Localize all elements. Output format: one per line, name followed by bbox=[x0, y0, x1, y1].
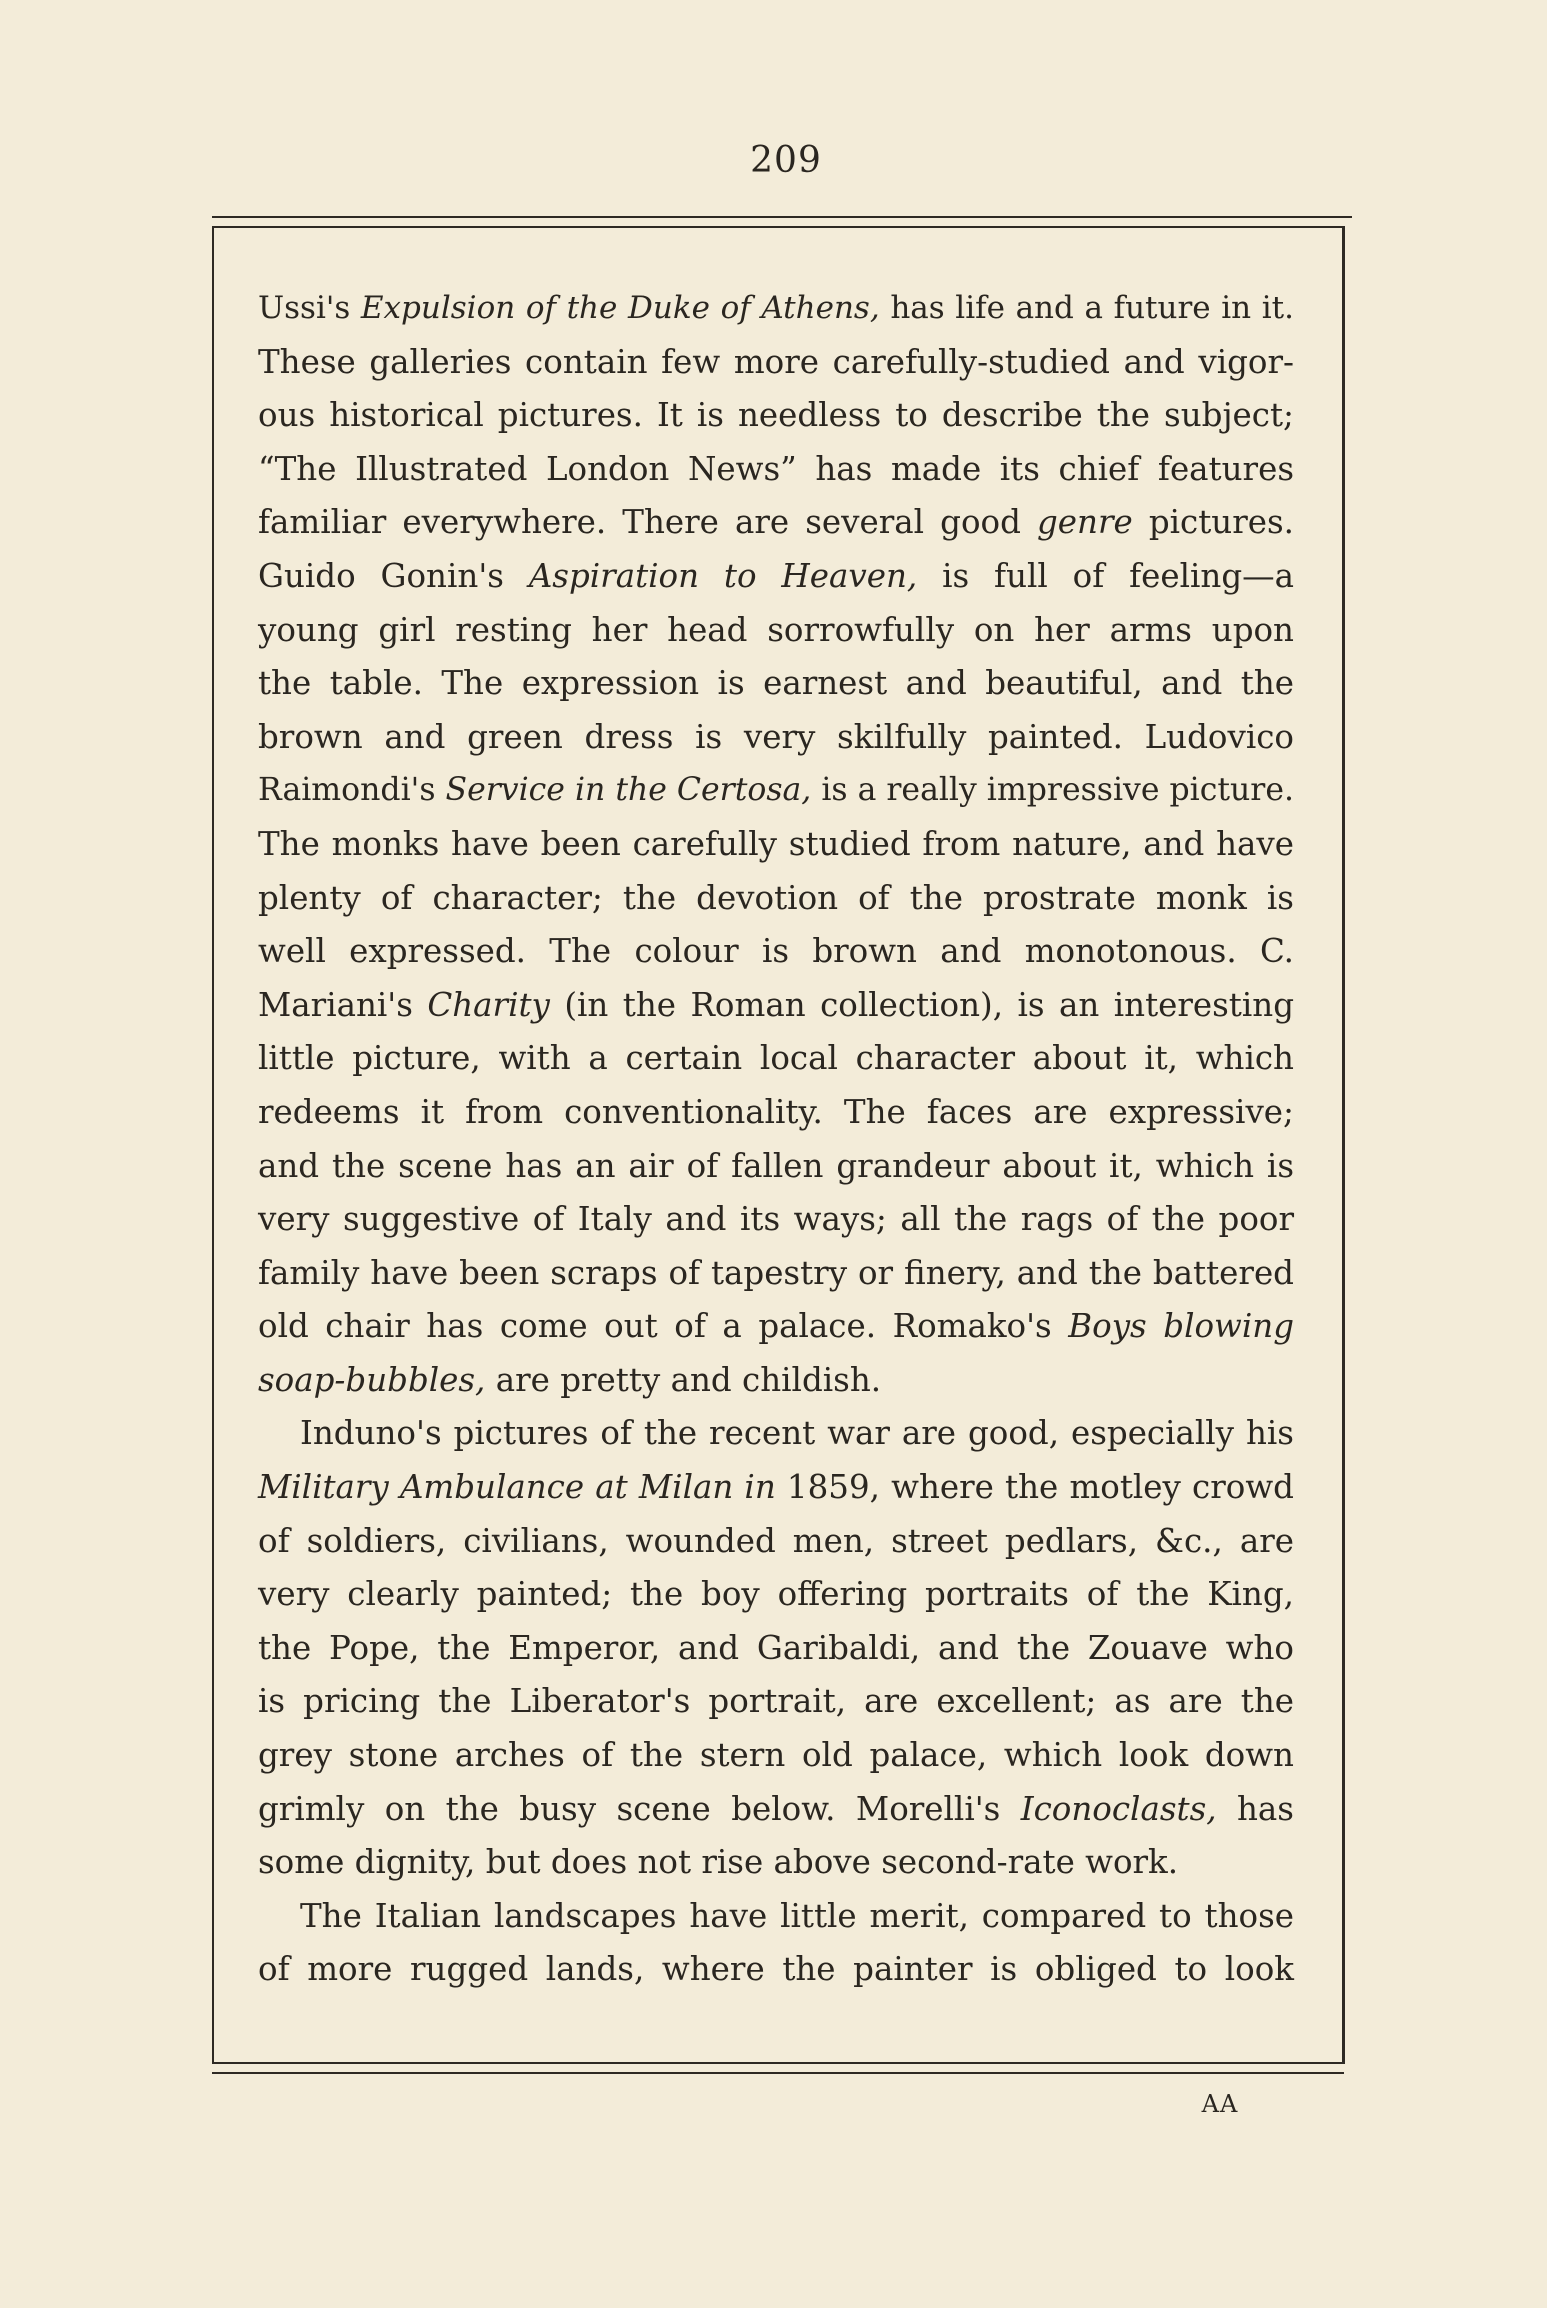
text-segment: is full of feeling—a bbox=[917, 556, 1295, 595]
text-line bbox=[258, 282, 1294, 336]
text-line bbox=[258, 1729, 1294, 1783]
text-segment: some dignity, but does not rise above second-rate work. bbox=[258, 1843, 1179, 1882]
text-line bbox=[258, 604, 1294, 658]
text-line bbox=[258, 979, 1294, 1033]
text-line bbox=[258, 1140, 1294, 1194]
text-segment: brown and green dress is very skilfully painted. Ludovico bbox=[258, 717, 1294, 756]
italic-title: Military Ambulance at Milan in bbox=[258, 1468, 776, 1507]
text-segment: Induno's pictures of the recent war are good, especially his bbox=[300, 1414, 1294, 1453]
text-segment: Mariani's bbox=[258, 985, 428, 1024]
text-line bbox=[258, 872, 1294, 926]
text-line bbox=[258, 1300, 1294, 1354]
text-segment: very clearly painted; the boy offering portraits of the King, bbox=[258, 1575, 1294, 1614]
text-line bbox=[258, 1675, 1294, 1729]
text-segment: (in the Roman collection), is an interesting bbox=[549, 985, 1294, 1024]
italic-title: soap-bubbles, bbox=[258, 1360, 486, 1399]
text-line bbox=[258, 336, 1294, 390]
text-segment: the table. The expression is earnest and beautiful, and the bbox=[258, 664, 1294, 703]
text-segment: old chair has come out of a palace. Romako's bbox=[258, 1307, 1069, 1346]
text-segment: the Pope, the Emperor, and Garibaldi, and the Zouave who bbox=[258, 1628, 1294, 1667]
text-segment: grey stone arches of the stern old palace, which look down bbox=[258, 1736, 1294, 1775]
text-segment: of more rugged lands, where the painter is obliged to look bbox=[258, 1950, 1294, 1989]
text-segment: “The Illustrated London News” has made its chief features bbox=[258, 449, 1294, 488]
text-segment: Ussi's bbox=[258, 290, 361, 326]
text-segment: are pretty and childish. bbox=[485, 1360, 882, 1399]
italic-title: Expulsion of the Duke of Athens, bbox=[360, 290, 880, 326]
text-line bbox=[258, 496, 1294, 550]
text-line bbox=[258, 1783, 1294, 1837]
text-line bbox=[258, 1193, 1294, 1247]
text-line bbox=[258, 1890, 1294, 1944]
text-line bbox=[258, 1247, 1294, 1301]
text-segment: has life and a future in it. bbox=[879, 290, 1294, 326]
text-segment: ous historical pictures. It is needless to describe the subject; bbox=[258, 396, 1294, 435]
text-segment: The Italian landscapes have little merit, compared to those bbox=[300, 1896, 1294, 1935]
text-line bbox=[258, 1407, 1294, 1461]
text-segment: little picture, with a certain local character about it, which bbox=[258, 1039, 1294, 1078]
text-segment: 1859, where the motley crowd bbox=[775, 1468, 1294, 1507]
text-segment: pictures. bbox=[1132, 503, 1294, 542]
text-segment: and the scene has an air of fallen grandeur about it, which is bbox=[258, 1146, 1294, 1185]
text-line bbox=[258, 764, 1294, 818]
italic-title: Iconoclasts, bbox=[1020, 1789, 1217, 1828]
text-line bbox=[258, 818, 1294, 872]
text-segment: plenty of character; the devotion of the prostrate monk is bbox=[258, 878, 1294, 917]
italic-title: Charity bbox=[427, 985, 550, 1024]
text-line bbox=[258, 657, 1294, 711]
text-segment: young girl resting her head sorrowfully on her arms upon bbox=[258, 610, 1294, 649]
text-line bbox=[258, 1515, 1294, 1569]
text-segment: Guido Gonin's bbox=[258, 556, 529, 595]
text-segment: is a really impressive picture. bbox=[811, 772, 1295, 809]
text-segment: very suggestive of Italy and its ways; all the rags of the poor bbox=[258, 1200, 1294, 1239]
page-number: 209 bbox=[750, 140, 822, 181]
body-text bbox=[258, 282, 1294, 1997]
text-line bbox=[258, 1836, 1294, 1890]
text-segment: familiar everywhere. There are several good bbox=[258, 503, 1037, 542]
text-line bbox=[258, 1354, 1294, 1408]
text-segment: has bbox=[1216, 1789, 1294, 1828]
text-line bbox=[258, 1943, 1294, 1997]
text-segment: family have been scraps of tapestry or finery, and the battered bbox=[258, 1253, 1294, 1292]
text-line bbox=[258, 1622, 1294, 1676]
italic-title: Aspiration to Heaven, bbox=[528, 556, 918, 595]
text-line bbox=[258, 389, 1294, 443]
signature-mark: AA bbox=[1201, 2090, 1239, 2118]
text-line bbox=[258, 550, 1294, 604]
italic-title: Boys blowing bbox=[1068, 1307, 1294, 1346]
text-segment: These galleries contain few more carefully-studied and vigor- bbox=[258, 342, 1294, 381]
text-line bbox=[258, 711, 1294, 765]
text-segment: grimly on the busy scene below. Morelli's bbox=[258, 1789, 1021, 1828]
text-line bbox=[258, 1032, 1294, 1086]
text-segment: redeems it from conventionality. The faces are expressive; bbox=[258, 1092, 1294, 1131]
text-segment: of soldiers, civilians, wounded men, street pedlars, &c., are bbox=[258, 1521, 1294, 1560]
text-line bbox=[258, 443, 1294, 497]
text-line bbox=[258, 1461, 1294, 1515]
text-line bbox=[258, 1086, 1294, 1140]
text-segment: Raimondi's bbox=[258, 772, 446, 809]
italic-title: genre bbox=[1036, 503, 1133, 542]
text-segment: The monks have been carefully studied from nature, and have bbox=[258, 824, 1294, 863]
italic-title: Service in the Certosa, bbox=[445, 772, 812, 809]
text-line bbox=[258, 1568, 1294, 1622]
text-segment: well expressed. The colour is brown and monotonous. C. bbox=[258, 932, 1294, 971]
text-segment: is pricing the Liberator's portrait, are excellent; as are the bbox=[258, 1682, 1294, 1721]
text-line bbox=[258, 925, 1294, 979]
